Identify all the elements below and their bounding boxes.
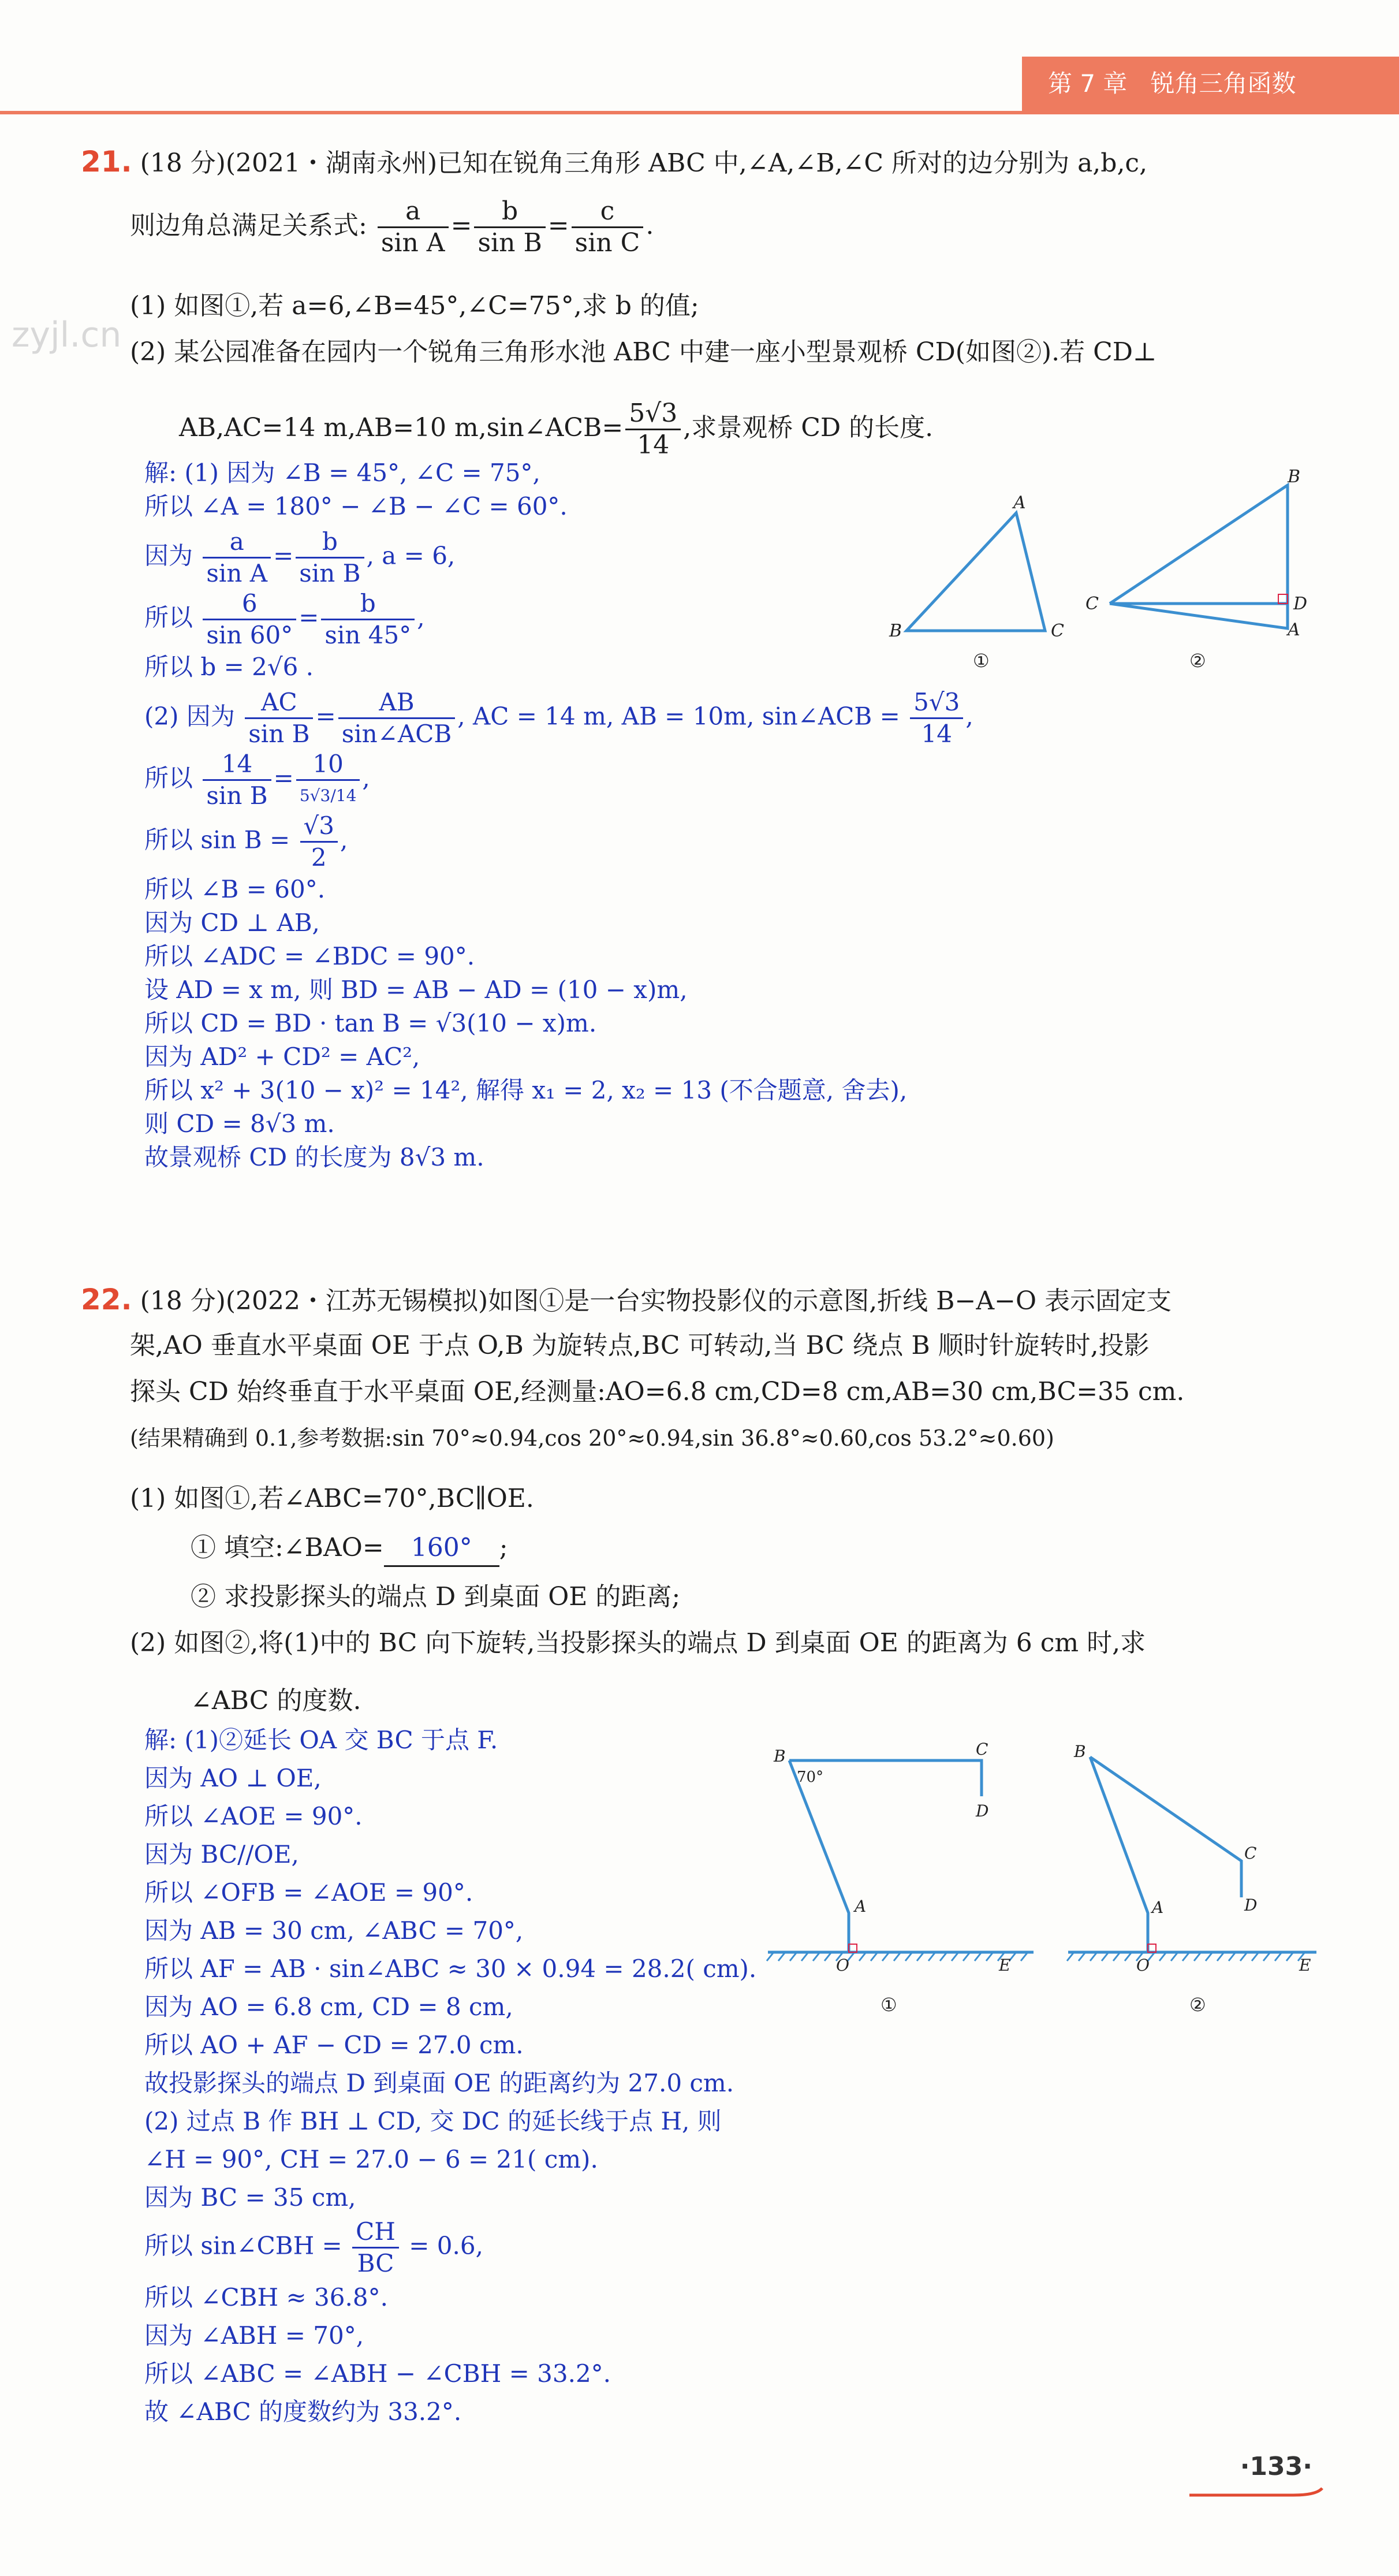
label-b: B bbox=[889, 621, 902, 641]
fraction: $\frac{AB}{\text{sin∠ACB}}$ bbox=[338, 687, 456, 749]
fraction: $\frac{c}{\text{sin C}}$ bbox=[572, 196, 644, 258]
fraction: $\frac{b}{\text{sin B}}$ bbox=[296, 527, 364, 589]
q22-figure-1 bbox=[762, 1733, 1039, 2033]
watermark: zyjl.cn bbox=[12, 315, 122, 355]
fraction: $\frac{AC}{\text{sin B}}$ bbox=[245, 687, 313, 749]
triangle-abc bbox=[906, 513, 1045, 631]
label-a: A bbox=[1152, 1898, 1164, 1917]
page-number: ·133· bbox=[1240, 2452, 1312, 2481]
label-e: E bbox=[999, 1956, 1011, 1975]
figure-caption: ② bbox=[1189, 1994, 1206, 2016]
label-a: A bbox=[1288, 620, 1300, 640]
support-bao bbox=[789, 1760, 849, 1952]
fraction: $\frac{b}{\text{sin B}}$ bbox=[474, 196, 545, 258]
q22-line3: 探头 CD 始终垂直于水平桌面 OE,经测量:AO=6.8 cm,CD=8 cm,AB=30 cm,BC=35 cm. bbox=[130, 1377, 1185, 1406]
fraction: $\frac{a}{\text{sin A}}$ bbox=[203, 527, 271, 589]
figure-caption: ① bbox=[973, 650, 990, 672]
label-b: B bbox=[1288, 467, 1301, 487]
label-c: C bbox=[1244, 1844, 1257, 1863]
figure-caption: ② bbox=[1189, 650, 1206, 672]
q22-sub1: ① 填空:∠BAO= 160° ; bbox=[191, 1531, 508, 1567]
label-d: D bbox=[1293, 594, 1308, 614]
q21-solution: 解: (1) 因为 ∠B = 45°, ∠C = 75°, 所以 ∠A = 180° − ∠B − ∠C = 60°. 因为 $\frac{a}{\text{sin A}}$ = $\frac{b}{\text{sin B}}$ , a = 6, 所以 $\frac{6}{\sin 60^\circ}$ = $\frac{b}{\sin 45^\circ}$ , 所以 b = 2√6 . (2) 因为 $\frac{AC}{\text{sin B}}$ = $\frac{AB}{\text{sin∠ACB}}$ , AC = 14 m, AB = 10m, sin∠ACB = $\frac{5√3}{14}$ , 所以 $\frac{14}{\text{sin B}}$ = $\frac{10}{5√3/14}$ , 所以 sin B = $\frac{√3}{2}$ , 所以 ∠B = 60°. 因为 CD ⊥ AB, 所以 ∠ADC = ∠BDC = 90°. 设 AD = x m, 则 BD = AB − AD = (10 − x)m, 所以 CD = BD · tan B = √3(10 − x)m. 因为 AD² + CD² = AC², 所以 x² + 3(10 − x)² = 14², 解得 x₁ = 2, x₂ = 13 (不合题意, 舍去), 则 CD = 8√3 m. 故景观桥 CD 的长度为 8√3 m. bbox=[144, 459, 973, 1171]
page-number-underline bbox=[1184, 2484, 1334, 2507]
label-e: E bbox=[1299, 1956, 1311, 1975]
q21-line1 bbox=[81, 144, 1147, 181]
label-o: O bbox=[1136, 1956, 1150, 1975]
label-a: A bbox=[1013, 493, 1026, 513]
fraction: $\frac{5√3}{14}$ bbox=[910, 687, 963, 749]
fraction: $\frac{CH}{BC}$ bbox=[352, 2217, 399, 2279]
angle-label: 70° bbox=[797, 1769, 824, 1786]
q21-number: 21. bbox=[81, 145, 132, 178]
figure-caption: ① bbox=[881, 1994, 897, 2016]
chapter-header bbox=[1048, 65, 1319, 99]
fraction: $\frac{√3}{2}$ bbox=[300, 811, 338, 873]
q22-part2-cont: ∠ABC 的度数. bbox=[191, 1686, 361, 1715]
label-b: B bbox=[774, 1747, 786, 1766]
q22-number: 22. bbox=[81, 1283, 132, 1316]
header-rule bbox=[0, 111, 1399, 114]
fraction: $\frac{10}{5√3/14}$ bbox=[296, 749, 360, 811]
label-a: A bbox=[855, 1897, 867, 1916]
q22-line1: 22. (18 分)(2022・江苏无锡模拟)如图①是一台实物投影仪的示意图,折线 B−A−O 表示固定支 bbox=[81, 1283, 1172, 1316]
label-c: C bbox=[976, 1740, 988, 1759]
q22-part1: (1) 如图①,若∠ABC=70°,BC∥OE. bbox=[130, 1484, 534, 1513]
label-c: C bbox=[1085, 594, 1099, 614]
label-d: D bbox=[976, 1801, 989, 1821]
label-c: C bbox=[1051, 621, 1064, 641]
fraction: $\frac{a}{\text{sin A}}$ bbox=[378, 196, 449, 258]
q21-intro: (18 分)(2021・湖南永州)已知在锐角三角形 ABC 中,∠A,∠B,∠C 所对的边分别为 a,b,c, bbox=[140, 148, 1148, 178]
fraction: $\frac{14}{\text{sin B}}$ bbox=[203, 749, 271, 811]
label-d: D bbox=[1244, 1896, 1258, 1915]
fraction: $\frac{b}{\sin 45^\circ}$ bbox=[321, 589, 415, 650]
q22-part2: (2) 如图②,将(1)中的 BC 向下旋转,当投影探头的端点 D 到桌面 OE 的距离为 6 cm 时,求 bbox=[130, 1628, 1146, 1658]
q22-line2: 架,AO 垂直水平桌面 OE 于点 O,B 为旋转点,BC 可转动,当 BC 绕点 B 顺时针旋转时,投影 bbox=[130, 1331, 1150, 1360]
answer-blank: 160° bbox=[384, 1531, 499, 1567]
q22-figure-2 bbox=[1062, 1733, 1328, 2033]
q21-figure-2 bbox=[1074, 462, 1328, 682]
arm-bcd bbox=[1090, 1757, 1241, 1897]
chapter-title: 锐角三角函数 bbox=[1150, 69, 1296, 98]
q22-sub2: ② 求投影探头的端点 D 到桌面 OE 的距离; bbox=[191, 1582, 681, 1611]
triangle-abc bbox=[1110, 485, 1288, 628]
label-o: O bbox=[836, 1956, 849, 1975]
label-b: B bbox=[1074, 1742, 1086, 1761]
q21-part1: (1) 如图①,若 a=6,∠B=45°,∠C=75°,求 b 的值; bbox=[130, 291, 699, 321]
q22-line4: (结果精确到 0.1,参考数据:sin 70°≈0.94,cos 20°≈0.94,sin 36.8°≈0.60,cos 53.2°≈0.60) bbox=[130, 1425, 1054, 1451]
fraction: $\frac{6}{\sin 60^\circ}$ bbox=[203, 589, 296, 650]
fraction: $\frac{5√3}{14}$ bbox=[625, 399, 681, 460]
q22-solution: 解: (1)②延长 OA 交 BC 于点 F. 因为 AO ⊥ OE, 所以 ∠AOE = 90°. 因为 BC//OE, 所以 ∠OFB = ∠AOE = 90°. 因为 AB = 30 cm, ∠ABC = 70°, 所以 AF = AB · sin∠ABC ≈ 30 × 0.94 = 28.2( cm). 因为 AO = 6.8 cm, CD = 8 cm, 所以 AO + AF − CD = 27.0 cm. 故投影探头的端点 D 到桌面 OE 的距离约为 27.0 cm. (2) 过点 B 作 BH ⊥ CD, 交 DC 的延长线于点 H, 则 ∠H = 90°, CH = 27.0 − 6 = 21( cm). 因为 BC = 35 cm, 所以 sin∠CBH = $\frac{CH}{BC}$ = 0.6, 所以 ∠CBH ≈ 36.8°. 因为 ∠ABH = 70°, 所以 ∠ABC = ∠ABH − ∠CBH = 33.2°. 故 ∠ABC 的度数约为 33.2°. bbox=[144, 1726, 757, 2426]
q21-line2: 则边角总满足关系式: $\frac{a}{\text{sin A}}$ = $\frac{b}{\text{sin B}}$ = $\frac{c}{\text{sin C}}$ . bbox=[130, 196, 654, 258]
chapter-number: 第 7 章 bbox=[1048, 69, 1128, 98]
support-bao bbox=[1090, 1757, 1148, 1952]
q21-part2-cont: AB,AC=14 m,AB=10 m,sin∠ACB= $\frac{5√3}{14}$ ,求景观桥 CD 的长度. bbox=[179, 399, 934, 460]
q21-part2: (2) 某公园准备在园内一个锐角三角形水池 ABC 中建一座小型景观桥 CD(如图②).若 CD⊥ bbox=[130, 337, 1157, 367]
